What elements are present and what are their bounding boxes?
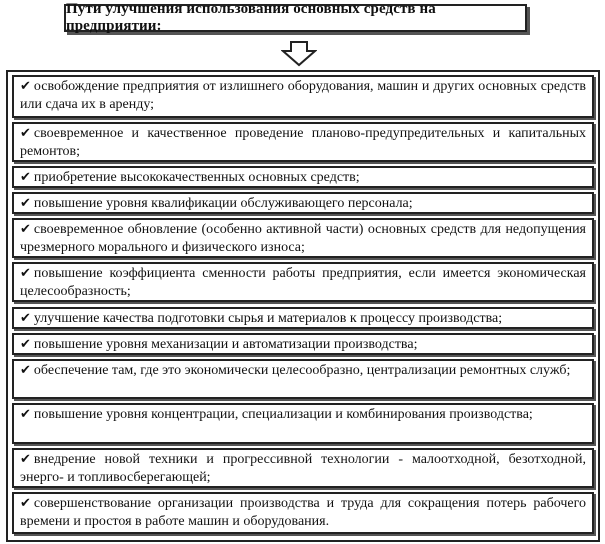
diagram-title: Пути улучшения использования основных средств на предприятии: [66,1,436,34]
hollow-down-arrow-icon [281,41,317,67]
list-item-text: приобретение высококачественных основных средств; [33,170,360,185]
checkmark-icon: ✔ [20,363,31,378]
checkmark-icon: ✔ [20,311,31,326]
checkmark-icon: ✔ [20,266,31,281]
checkmark-icon: ✔ [20,337,31,352]
list-item [12,218,594,258]
list-item [12,448,594,488]
list-item [12,403,594,444]
list-item [12,166,594,188]
checkmark-icon: ✔ [20,170,31,185]
list-item-text: внедрение новой техники и прогрессивной технологии - малоотходной, безотходной, энерго- и топливосберегающей; [20,452,586,485]
list-item [12,262,594,302]
checkmark-icon: ✔ [20,79,31,94]
list-item-text: совершенствование организации производства и труда для сокращения потерь рабочего времени и простоя в работе машин и оборудования. [20,496,586,529]
checkmark-icon: ✔ [20,126,31,141]
checkmark-icon: ✔ [20,452,31,467]
list-item [12,492,594,534]
checkmark-icon: ✔ [20,222,31,237]
list-item [12,307,594,329]
list-item-text: улучшение качества подготовки сырья и материалов к процессу производства; [33,311,503,326]
checkmark-icon: ✔ [20,196,31,211]
list-item [12,333,594,355]
list-item [12,75,594,118]
title-box [64,1,527,34]
list-item-text: своевременное и качественное проведение планово-предупредительных и капитальных ремонтов; [20,126,586,159]
list-item-text: повышение уровня концентрации, специализации и комбинирования производства; [33,407,533,422]
list-item-text: освобождение предприятия от излишнего оборудования, машин и других основных средств или сдача их в аренду; [20,79,586,112]
list-item [12,359,594,399]
list-item [12,192,594,214]
list-item [12,122,594,162]
list-item-text: своевременное обновление (особенно активной части) основных средств для недопущения чрезмерного морального и физического износа; [20,222,586,255]
list-item-text: повышение уровня квалификации обслуживающего персонала; [33,196,413,211]
list-item-text: обеспечение там, где это экономически целесообразно, централизации ремонтных служб; [33,363,571,378]
list-item-text: повышение уровня механизации и автоматизации производства; [33,337,418,352]
list-item-text: повышение коэффициента сменности работы предприятия, если имеется экономическая целесообразность; [20,266,586,299]
checkmark-icon: ✔ [20,407,31,422]
checkmark-icon: ✔ [20,496,31,511]
